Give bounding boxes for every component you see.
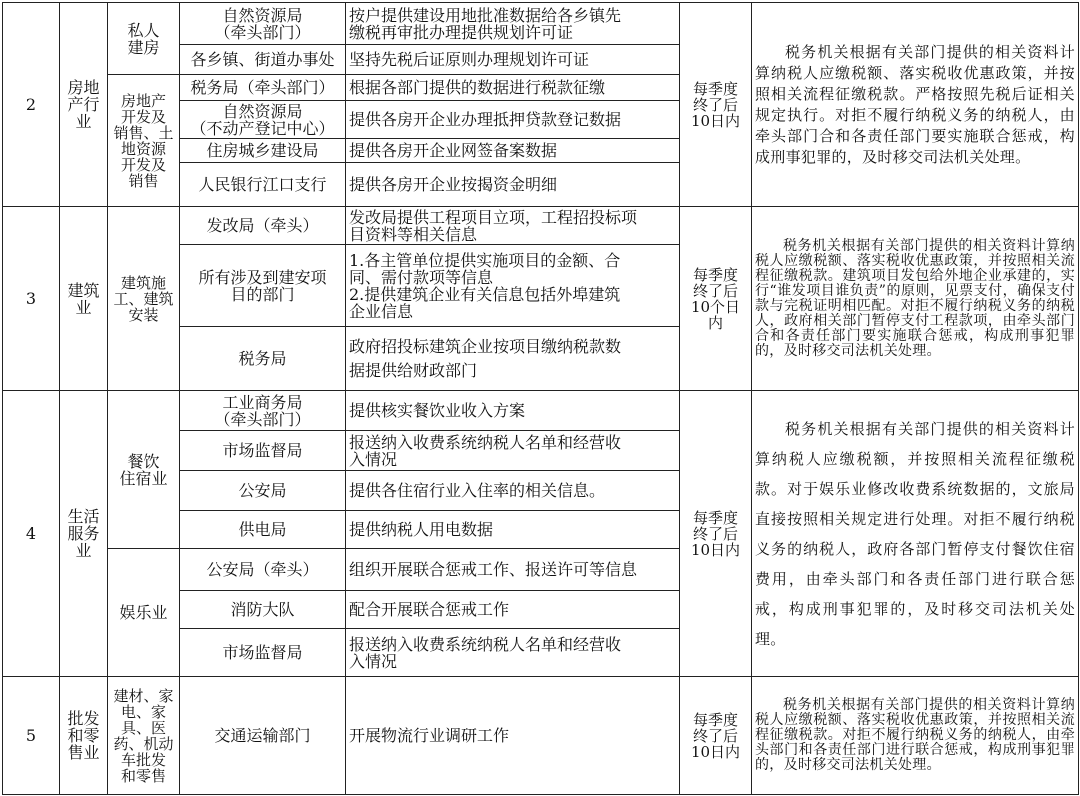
- row-2-category-private-housing: 私人 建房: [108, 3, 180, 75]
- row-3-task-3: 政府招投标建筑企业按项目缴纳税款数 据提供给财政部门: [346, 327, 680, 391]
- row-4-dept-7: 市场监督局: [180, 629, 346, 677]
- row-5-number: 5: [3, 677, 60, 795]
- row-4-measure: 税务机关根据有关部门提供的相关资料计算纳税人应缴税额，并按照相关流程征缴税款。对于娱乐业修改收费系统数据的，文旅局直接按照相关规定进行处理。对拒不履行纳税义务的纳税人，政府各部门暂停支付餐饮住宿费用，由牵头部门和各责任部门进行联合惩戒，构成刑事犯罪的，及时移交司法机关处理。: [752, 391, 1079, 677]
- row-2-task-1: 按户提供建设用地批准数据给各乡镇先 缴税再审批办理提供规划许可证: [346, 3, 680, 45]
- row-4-category-catering: 餐饮 住宿业: [108, 391, 180, 549]
- row-2-task-4: 提供各房开企业办理抵押贷款登记数据: [346, 101, 680, 139]
- row-4-task-3: 提供各住宿行业入住率的相关信息。: [346, 471, 680, 511]
- row-3-dept-2: 所有涉及到建安项 目的部门: [180, 245, 346, 327]
- row-4-cycle: 每季度 终了后 10日内: [680, 391, 752, 677]
- row-4-task-2: 报送纳入收费系统纳税人名单和经营收 入情况: [346, 431, 680, 471]
- row-2-dept-6: 人民银行江口支行: [180, 163, 346, 207]
- row-2-measure: 税务机关根据有关部门提供的相关资料计算纳税人应缴税额、落实税收优惠政策，并按照相关流程征缴税款。严格按照先税后证相关规定执行。对拒不履行纳税义务的纳税人，由牵头部门合和各责任部门要实施联合惩戒，构成刑事犯罪的，及时移交司法机关处理。: [752, 3, 1079, 207]
- row-2-task-2: 坚持先税后证原则办理规划许可证: [346, 45, 680, 75]
- row-4-industry: 生活 服务 业: [60, 391, 108, 677]
- row-4-task-6: 配合开展联合惩戒工作: [346, 591, 680, 629]
- row-3-industry: 建筑 业: [60, 207, 108, 391]
- row-4-task-5: 组织开展联合惩戒工作、报送许可等信息: [346, 549, 680, 591]
- row-2-task-6: 提供各房开企业按揭资金明细: [346, 163, 680, 207]
- row-3-cycle: 每季度 终了后 10个日 内: [680, 207, 752, 391]
- row-2-dept-4: 自然资源局 （不动产登记中心）: [180, 101, 346, 139]
- row-3-task-1: 发改局提供工程项目立项，工程招投标项 目资料等相关信息: [346, 207, 680, 245]
- row-3-dept-1: 发改局（牵头）: [180, 207, 346, 245]
- row-2-cycle: 每季度 终了后 10日内: [680, 3, 752, 207]
- row-4-task-4: 提供纳税人用电数据: [346, 511, 680, 549]
- row-4-dept-1: 工业商务局 （牵头部门）: [180, 391, 346, 431]
- row-5-measure: 税务机关根据有关部门提供的相关资料计算纳税人应缴税额、落实税收优惠政策，并按照相关流程征缴税款。对拒不履行纳税义务的纳税人，由牵头部门和各责任部门进行联合惩戒，构成刑事犯罪的，及时移交司法机关处理。: [752, 677, 1079, 795]
- row-2-dept-3: 税务局（牵头部门）: [180, 75, 346, 101]
- row-2-task-3: 根据各部门提供的数据进行税款征缴: [346, 75, 680, 101]
- tax-collaboration-table: [2, 2, 1079, 795]
- row-5-category-wholesale: 建材、家 电、家 具、医 药、机动 车批发 和零售: [108, 677, 180, 795]
- row-2-task-5: 提供各房开企业网签备案数据: [346, 139, 680, 163]
- row-2-dept-2: 各乡镇、街道办事处: [180, 45, 346, 75]
- row-2-dept-5: 住房城乡建设局: [180, 139, 346, 163]
- row-4-dept-2: 市场监督局: [180, 431, 346, 471]
- row-5-cycle: 每季度 终了后 10日内: [680, 677, 752, 795]
- row-4-category-entertainment: 娱乐业: [108, 549, 180, 677]
- row-2-number: 2: [3, 3, 60, 207]
- row-5-dept-1: 交通运输部门: [180, 677, 346, 795]
- row-2-industry: 房地 产行 业: [60, 3, 108, 207]
- row-3-number: 3: [3, 207, 60, 391]
- row-4-number: 4: [3, 391, 60, 677]
- row-3-category-construction: 建筑施 工、建筑 安装: [108, 207, 180, 391]
- row-3-task-2: 1.各主管单位提供实施项目的金额、合 同、需付款项等信息 2.提供建筑企业有关信息包括外埠建筑 企业信息: [346, 245, 680, 327]
- row-2-dept-1: 自然资源局 （牵头部门）: [180, 3, 346, 45]
- row-4-task-7: 报送纳入收费系统纳税人名单和经营收 入情况: [346, 629, 680, 677]
- row-4-task-1: 提供核实餐饮业收入方案: [346, 391, 680, 431]
- row-3-dept-3: 税务局: [180, 327, 346, 391]
- row-3-measure: 税务机关根据有关部门提供的相关资料计算纳税人应缴税额、落实税收优惠政策，并按照相关流程征缴税款。建筑项目发包给外地企业承建的，实行“谁发项目谁负责”的原则，见票支付，确保支付款与完税证明相匹配。对拒不履行纳税义务的纳税人，政府相关部门暂停支付工程款项，由牵头部门合和各责任部门要实施联合惩戒，构成刑事犯罪的，及时移交司法机关处理。: [752, 207, 1079, 391]
- row-4-dept-5: 公安局（牵头）: [180, 549, 346, 591]
- row-5-task-1: 开展物流行业调研工作: [346, 677, 680, 795]
- row-2-category-real-estate: 房地产 开发及 销售、土 地资源 开发及 销售: [108, 75, 180, 207]
- row-4-dept-6: 消防大队: [180, 591, 346, 629]
- row-4-dept-3: 公安局: [180, 471, 346, 511]
- row-4-dept-4: 供电局: [180, 511, 346, 549]
- row-5-industry: 批发 和零 售业: [60, 677, 108, 795]
